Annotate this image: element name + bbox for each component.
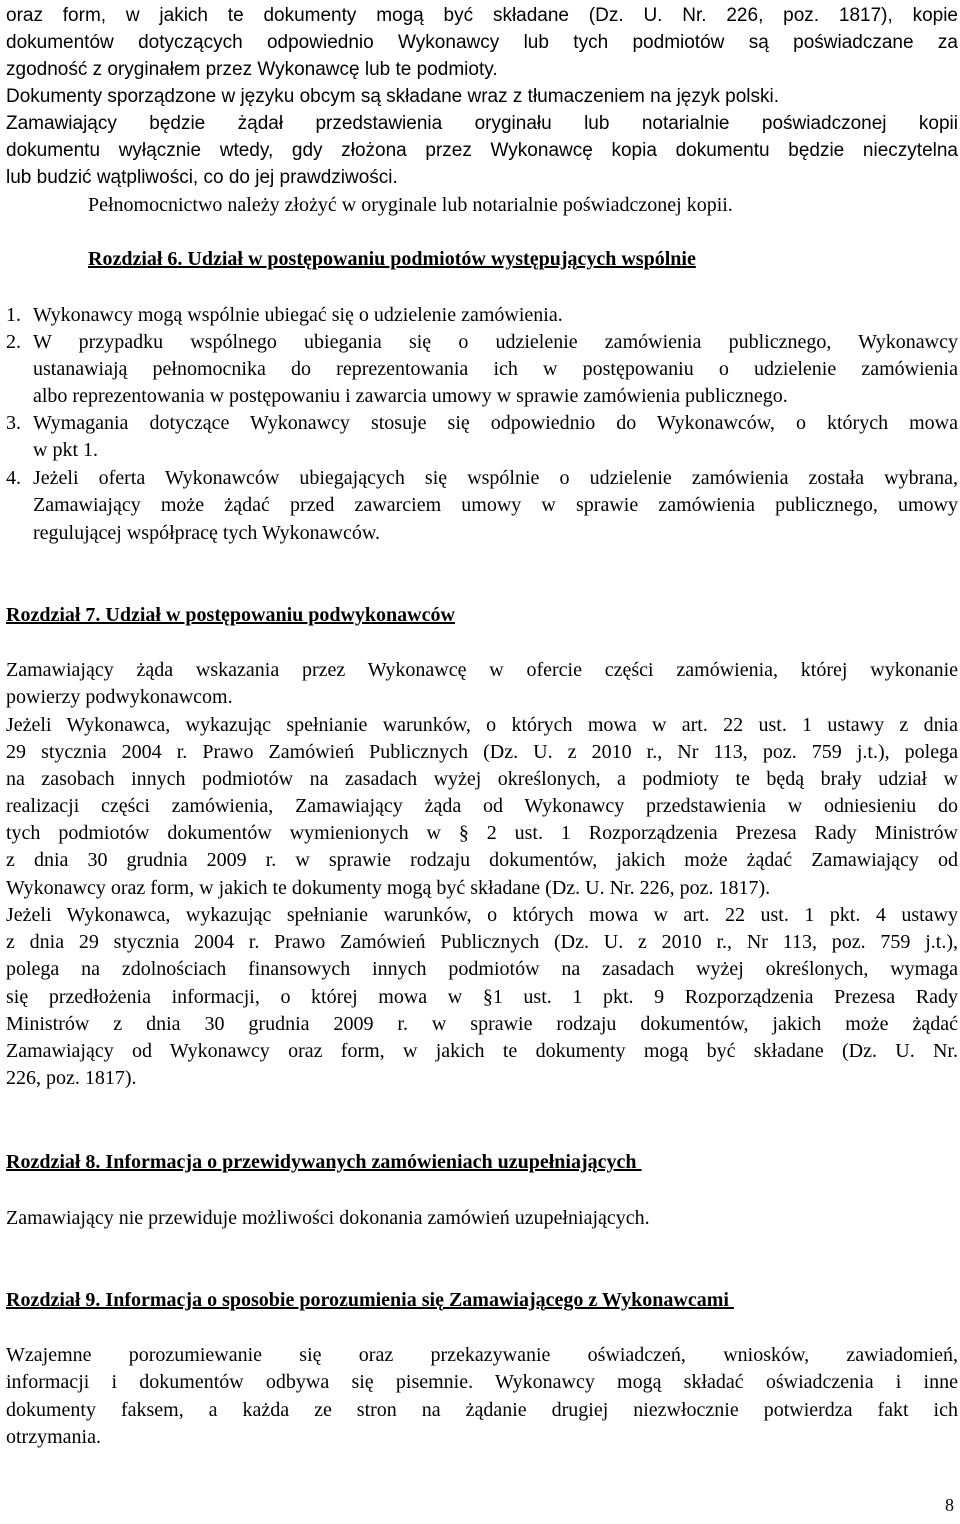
text-line: oraz form, w jakich te dokumenty mogą być składane (Dz. U. Nr. 226, poz. 1817), kopie — [6, 5, 958, 26]
text-line: Wykonawcy oraz form, w jakich te dokumenty mogą być składane (Dz. U. Nr. 226, poz. 1817). — [6, 877, 771, 899]
chapter-8-title: Rozdział 8. Informacja o przewidywanych zamówieniach uzupełniających — [6, 1151, 642, 1173]
list-number: 3. — [6, 412, 21, 434]
text-line: 226, poz. 1817). — [6, 1067, 137, 1089]
text-line: Zamawiający od Wykonawcy oraz form, w jakich te dokumenty mogą być składane (Dz. U. Nr. — [6, 1040, 958, 1062]
text-line: Zamawiający będzie żądał przedstawienia oryginału lub notarialnie poświadczonej kopii — [6, 113, 958, 134]
text-line: z dnia 29 stycznia 2004 r. Prawo Zamówień Publicznych (Dz. U. z 2010 r., Nr 113, poz. 759 j.t.), — [6, 931, 958, 953]
text-line: lub budzić wątpliwości, co do jej prawdziwości. — [6, 167, 398, 188]
text-line: Ministrów z dnia 30 grudnia 2009 r. w sprawie rodzaju dokumentów, jakich może żądać — [6, 1013, 958, 1035]
text-line: Zamawiający żąda wskazania przez Wykonawcę w ofercie części zamówienia, której wykonanie — [6, 659, 958, 681]
list-number: 2. — [6, 331, 21, 353]
text-line: Dokumenty sporządzone w języku obcym są składane wraz z tłumaczeniem na język polski. — [6, 86, 779, 107]
text-line: 29 stycznia 2004 r. Prawo Zamówień Publicznych (Dz. U. z 2010 r., Nr 113, poz. 759 j.t.), polega — [6, 741, 958, 763]
text-line: Wzajemne porozumiewanie się oraz przekazywanie oświadczeń, wniosków, zawiadomień, — [6, 1344, 958, 1366]
text-line: powierzy podwykonawcom. — [6, 686, 233, 708]
list-item-text: ustanawiają pełnomocnika do reprezentowania ich w postępowaniu o udzielenie zamówienia — [33, 358, 958, 380]
text-line: z dnia 30 grudnia 2009 r. w sprawie rodzaju dokumentów, jakich może żądać Zamawiający od — [6, 849, 958, 871]
text-line: dokumentu wyłącznie wtedy, gdy złożona przez Wykonawcę kopia dokumentu będzie nieczytelna — [6, 140, 958, 161]
power-of-attorney-note: Pełnomocnictwo należy złożyć w oryginale lub notarialnie poświadczonej kopii. — [88, 194, 733, 216]
list-item-text: Wymagania dotyczące Wykonawcy stosuje się odpowiednio do Wykonawców, o których mowa — [33, 412, 958, 434]
list-item-text: Wykonawcy mogą wspólnie ubiegać się o udzielenie zamówienia. — [33, 304, 563, 326]
chapter-9-title: Rozdział 9. Informacja o sposobie porozumienia się Zamawiającego z Wykonawcami — [6, 1289, 734, 1311]
chapter-6-title: Rozdział 6. Udział w postępowaniu podmiotów występujących wspólnie — [88, 248, 696, 270]
text-line: dokumenty faksem, a każda ze stron na żądanie drugiej niezwłocznie potwierdza fakt ich — [6, 1399, 958, 1421]
text-line: Jeżeli Wykonawca, wykazując spełnianie warunków, o których mowa w art. 22 ust. 1 ustawy z dnia — [6, 714, 958, 736]
text-line: dokumentów dotyczących odpowiednio Wykonawcy lub tych podmiotów są poświadczane za — [6, 32, 958, 53]
chapter-7-title: Rozdział 7. Udział w postępowaniu podwykonawców — [6, 604, 455, 626]
text-line: otrzymania. — [6, 1426, 101, 1448]
text-line: zgodność z oryginałem przez Wykonawcę lub te podmioty. — [6, 59, 498, 80]
list-item-text: regulującej współpracę tych Wykonawców. — [33, 522, 381, 544]
text-line: polega na zdolnościach finansowych innych podmiotów na zasadach wyżej określonych, wymaga — [6, 958, 958, 980]
list-item-text: Zamawiający może żądać przed zawarciem umowy w sprawie zamówienia publicznego, umowy — [33, 494, 958, 516]
text-line: na zasobach innych podmiotów na zasadach wyżej określonych, a podmioty te będą brały udział w — [6, 768, 958, 790]
text-line: realizacji części zamówienia, Zamawiający żąda od Wykonawcy przedstawienia w odniesieniu do — [6, 795, 958, 817]
text-line: się przedłożenia informacji, o której mowa w §1 ust. 1 pkt. 9 Rozporządzenia Prezesa Rady — [6, 986, 958, 1008]
page-number: 8 — [945, 1495, 954, 1515]
list-item-text: W przypadku wspólnego ubiegania się o udzielenie zamówienia publicznego, Wykonawcy — [33, 331, 958, 353]
text-line: Jeżeli Wykonawca, wykazując spełnianie warunków, o których mowa w art. 22 ust. 1 pkt. 4 ustawy — [6, 904, 958, 926]
text-line: Zamawiający nie przewiduje możliwości dokonania zamówień uzupełniających. — [6, 1207, 650, 1229]
list-number: 1. — [6, 304, 21, 326]
list-number: 4. — [6, 467, 21, 489]
list-item-text: albo reprezentowania w postępowaniu i zawarcia umowy w sprawie zamówienia publicznego. — [33, 385, 788, 407]
text-line: informacji i dokumentów odbywa się pisemnie. Wykonawcy mogą składać oświadczenia i inne — [6, 1371, 958, 1393]
list-item-text: Jeżeli oferta Wykonawców ubiegających się wspólnie o udzielenie zamówienia została wybrana, — [33, 467, 958, 489]
text-line: tych podmiotów dokumentów wymienionych w § 2 ust. 1 Rozporządzenia Prezesa Rady Ministrów — [6, 822, 958, 844]
list-item-text: w pkt 1. — [33, 439, 98, 461]
